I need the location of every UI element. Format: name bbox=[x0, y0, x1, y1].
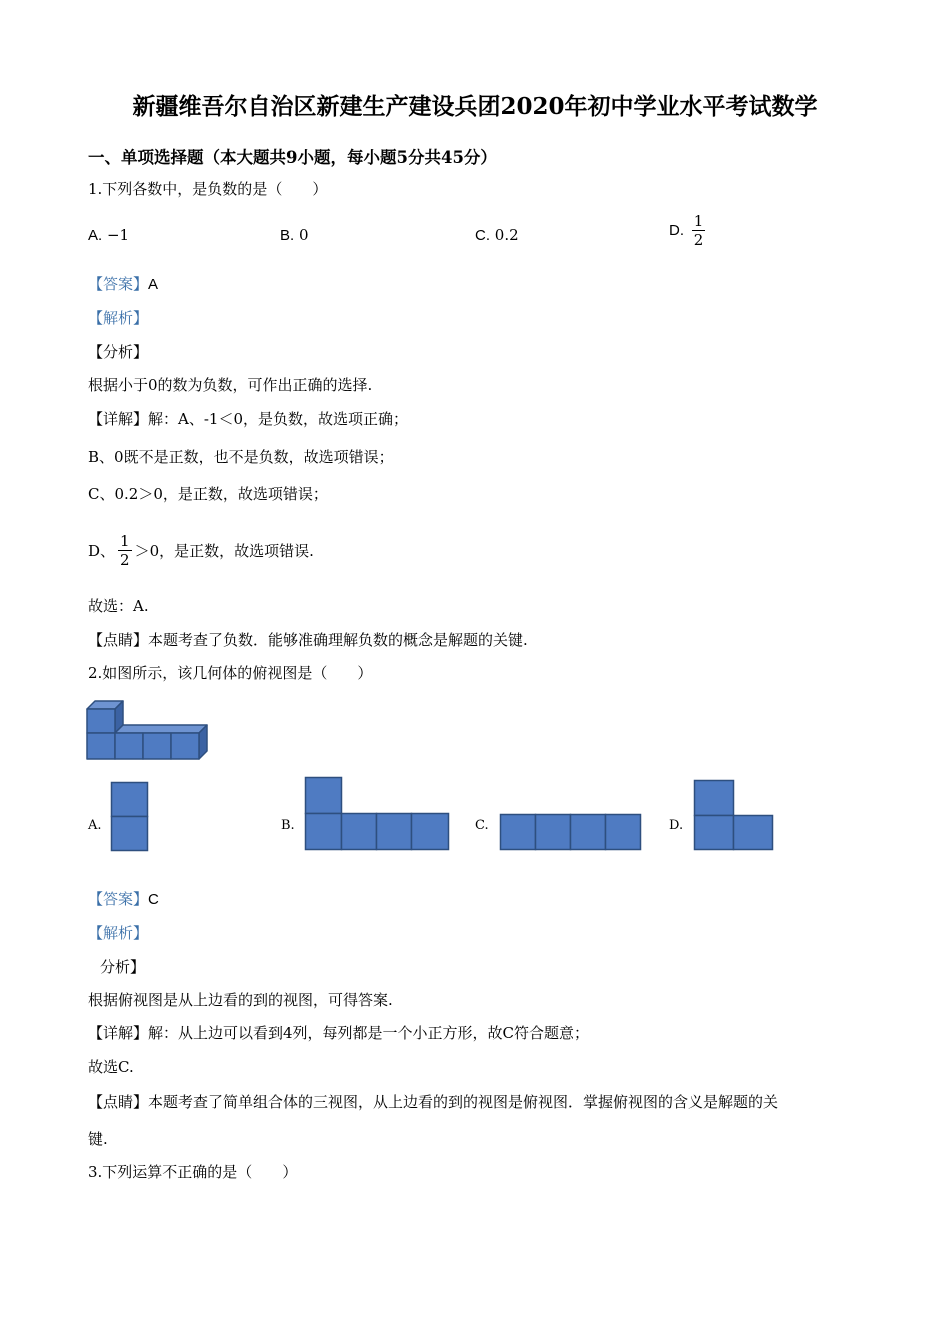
answer-value: C bbox=[148, 891, 159, 908]
q1-option-a bbox=[88, 226, 129, 244]
q2-detail: 【详解】解：从上边可以看到4列，每列都是一个小正方形，故C符合题意； bbox=[88, 1024, 590, 1042]
q1-fenxi-text: 根据小于0的数为负数，可作出正确的选择. bbox=[88, 376, 373, 394]
fraction-numerator: 1 bbox=[120, 532, 130, 550]
page-title: 新疆维吾尔自治区新建生产建设兵团2020年初中学业水平考试数学 bbox=[132, 93, 818, 120]
q2-option-a-label: A. bbox=[88, 818, 102, 833]
q2-fenxi-tag: 分析】 bbox=[100, 958, 146, 976]
q2-option-c-label: C. bbox=[475, 818, 489, 833]
q2-stem: 2.如图所示，该几何体的俯视图是（ ） bbox=[88, 664, 373, 682]
section-heading: 一、单项选择题（本大题共9小题，每小题5分共45分） bbox=[88, 148, 497, 167]
fraction bbox=[118, 532, 132, 569]
q2-answer bbox=[88, 888, 159, 909]
option-value: 0 bbox=[298, 226, 309, 244]
q2-option-d-figure bbox=[693, 779, 775, 852]
q1-analysis-tag: 【解析】 bbox=[88, 309, 149, 327]
q2-option-c-figure bbox=[499, 813, 643, 852]
fraction-numerator: 1 bbox=[693, 212, 704, 230]
answer-value: A bbox=[148, 276, 159, 293]
q1-option-d bbox=[669, 212, 708, 249]
q2-fenxi-text: 根据俯视图是从上边看的到的视图，可得答案. bbox=[88, 991, 393, 1009]
q2-option-b-figure bbox=[304, 776, 451, 852]
option-value: 0.2 bbox=[494, 226, 519, 244]
q1-fenxi-tag: 【分析】 bbox=[88, 343, 149, 361]
q1-option-c bbox=[475, 226, 519, 244]
q2-option-b-label: B. bbox=[281, 818, 295, 833]
answer-tag: 【答案】 bbox=[88, 275, 149, 293]
q1-line-c: C、0.2＞0，是正数，故选项错误； bbox=[88, 485, 328, 503]
line-d-suffix: ＞0，是正数，故选项错误. bbox=[134, 542, 314, 560]
fraction-denominator: 2 bbox=[693, 231, 704, 249]
option-letter: A. bbox=[88, 227, 103, 244]
q2-comment: 【点睛】本题考查了简单组合体的三视图，从上边看的到的视图是俯视图．掌握俯视图的含义是解题的关 bbox=[88, 1093, 779, 1111]
q1-detail: 【详解】解：A、-1＜0，是负数，故选项正确； bbox=[88, 410, 408, 428]
option-letter: D. bbox=[669, 222, 684, 239]
fraction bbox=[692, 212, 706, 249]
q2-comment-cont: 键. bbox=[88, 1130, 108, 1148]
q1-line-b: B、0既不是正数，也不是负数，故选项错误； bbox=[88, 448, 394, 466]
q2-choose: 故选C. bbox=[88, 1058, 134, 1076]
q2-option-d-label: D. bbox=[669, 818, 684, 833]
answer-tag: 【答案】 bbox=[88, 890, 149, 908]
option-letter: C. bbox=[475, 227, 490, 244]
q1-answer bbox=[88, 273, 158, 294]
q2-analysis-tag: 【解析】 bbox=[88, 924, 149, 942]
q3-stem: 3.下列运算不正确的是（ ） bbox=[88, 1163, 298, 1181]
q1-line-d bbox=[88, 532, 314, 569]
option-value: −1 bbox=[106, 226, 130, 244]
q2-solid-figure bbox=[86, 700, 210, 762]
q1-comment: 【点睛】本题考查了负数．能够准确理解负数的概念是解题的关键. bbox=[88, 631, 528, 649]
line-d-prefix: D、 bbox=[88, 542, 116, 560]
fraction-denominator: 2 bbox=[120, 551, 130, 569]
q1-stem: 1.下列各数中，是负数的是（ ） bbox=[88, 180, 328, 198]
q1-option-b bbox=[280, 226, 309, 244]
option-letter: B. bbox=[280, 227, 295, 244]
q2-option-a-figure bbox=[110, 781, 150, 852]
q1-choose: 故选：A. bbox=[88, 597, 149, 615]
